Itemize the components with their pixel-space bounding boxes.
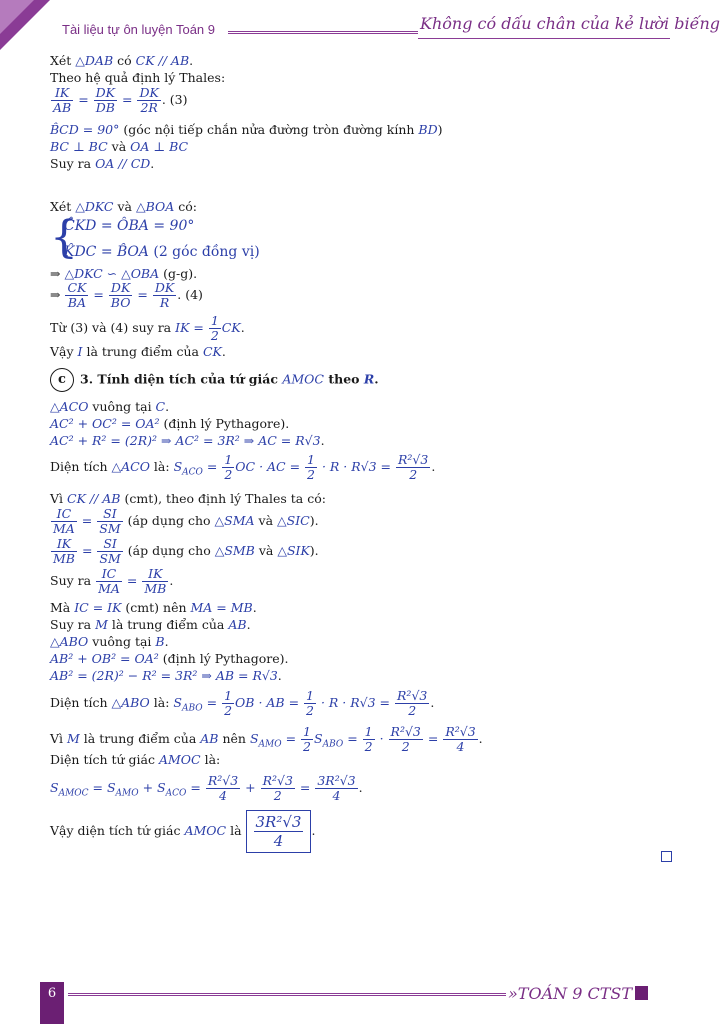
corner-decoration bbox=[0, 0, 50, 50]
formula-line: $\frac{IC}{MA}$ = $\frac{SI}{SM}$ (áp dụng cho △SMA và △SIC). bbox=[53, 506, 319, 536]
conclusion-line: Vậy diện tích tứ giác AMOC là $\frac{\text{3R²√3}}{4}$ . bbox=[50, 810, 315, 853]
text-line: Theo hệ quả định lý Thales: bbox=[50, 70, 226, 85]
text-line: BC ⊥ BC và OA ⊥ BC bbox=[50, 139, 189, 154]
text-line: Suy ra OA // CD. bbox=[50, 156, 155, 171]
text-line: Xét △DAB có CK // AB. bbox=[50, 53, 194, 68]
formula-line: $\frac{IK}{MB}$ = $\frac{SI}{SM}$ (áp dụng cho △SMB và △SIK). bbox=[53, 536, 319, 566]
text-line: AC² + OC² = OA² (định lý Pythagore). bbox=[50, 416, 290, 431]
text-line: AB² = (2R)² − R² = 3R² ⇒ AB = R√3. bbox=[50, 668, 282, 683]
text-line: AC² + R² = (2R)² ⇒ AC² = 3R² ⇒ AC = R√3. bbox=[50, 433, 325, 448]
text-line: Xét △DKC và △BOA có: bbox=[50, 199, 197, 214]
section-heading: c 3. Tính diện tích của tứ giác AMOC theo R. bbox=[50, 368, 379, 392]
footer-rule bbox=[68, 993, 506, 996]
formula-line: $\frac{IK}{AB}$ = $\frac{DK}{DB}$ = $\frac{DK}{2R}$ . (3) bbox=[53, 85, 188, 115]
text-line: ⇒ △DKC ∽ △OBA (g-g). bbox=[50, 266, 198, 281]
formula-line: Diện tích △ACO là: $S_{ACO}$ = $\frac{1}{2}$ OC · AC = $\frac{1}{2}$ · R · R√3 = $\frac{\text{R²√3}}{2}$ . bbox=[50, 452, 436, 482]
formula-line: Suy ra $\frac{IC}{MA}$ = $\frac{IK}{MB}$ . bbox=[50, 566, 174, 596]
book-icon bbox=[635, 986, 648, 1000]
header-left-title: Tài liệu tự ôn luyện Toán 9 bbox=[62, 22, 216, 37]
formula-line: Từ (3) và (4) suy ra IK = $\frac{1}{2}$ CK. bbox=[50, 313, 245, 343]
text-line: Diện tích tứ giác AMOC là: bbox=[50, 752, 221, 767]
text-line: Mà IC = IK (cmt) nên MA = MB. bbox=[50, 600, 257, 615]
formula-line: Vì M là trung điểm của AB nên $S_{AMO}$ = $\frac{1}{2}$ $S_{ABO}$ = $\frac{1}{2}$ · $\frac{\text{R²√3}}{2}$ = $\frac{\text{R²√3}}{4}$ . bbox=[50, 724, 483, 754]
part-c-badge: c bbox=[50, 368, 74, 392]
footer-book-title: »TOÁN 9 CTST bbox=[508, 984, 648, 1003]
formula-line: Diện tích △ABO là: $S_{ABO}$ = $\frac{1}{2}$ OB · AB = $\frac{1}{2}$ · R · R√3 = $\frac{\text{R²√3}}{2}$ . bbox=[50, 688, 435, 718]
text-line: Suy ra M là trung điểm của AB. bbox=[50, 617, 251, 632]
equation-system: { ĈKD = ÔBA = 90° K̂DC = B̂OA (2 góc đồng vị) bbox=[50, 212, 260, 263]
text-line: B̂CD = 90° (góc nội tiếp chắn nửa đường tròn đường kính BD) bbox=[50, 122, 443, 137]
header-rule bbox=[228, 31, 418, 34]
final-answer-box: $\frac{\text{3R²√3}}{4}$ bbox=[246, 810, 312, 853]
header-motto: Không có dấu chân của kẻ lười biếng bbox=[420, 14, 720, 33]
text-line: AB² + OB² = OA² (định lý Pythagore). bbox=[50, 651, 289, 666]
qed-square-icon bbox=[661, 851, 672, 862]
left-brace: { bbox=[50, 212, 78, 263]
formula-line: $S_{AMOC} = S_{AMO} + S_{ACO}$ = $\frac{\text{R²√3}}{4}$ + $\frac{\text{R²√3}}{2}$ = $\frac{\text{3R²√3}}{4}$ . bbox=[50, 773, 363, 803]
page-number: 6 bbox=[40, 982, 64, 1024]
text-line: △ABO vuông tại B. bbox=[50, 634, 169, 649]
text-line: Vì CK // AB (cmt), theo định lý Thales ta có: bbox=[50, 491, 326, 506]
header-motto-underline bbox=[418, 38, 670, 39]
formula-line: ⇒ $\frac{CK}{BA}$ = $\frac{DK}{BO}$ = $\frac{DK}{R}$ . (4) bbox=[50, 280, 203, 310]
text-line: △ACO vuông tại C. bbox=[50, 399, 170, 414]
text-line: Vậy I là trung điểm của CK. bbox=[50, 344, 226, 359]
